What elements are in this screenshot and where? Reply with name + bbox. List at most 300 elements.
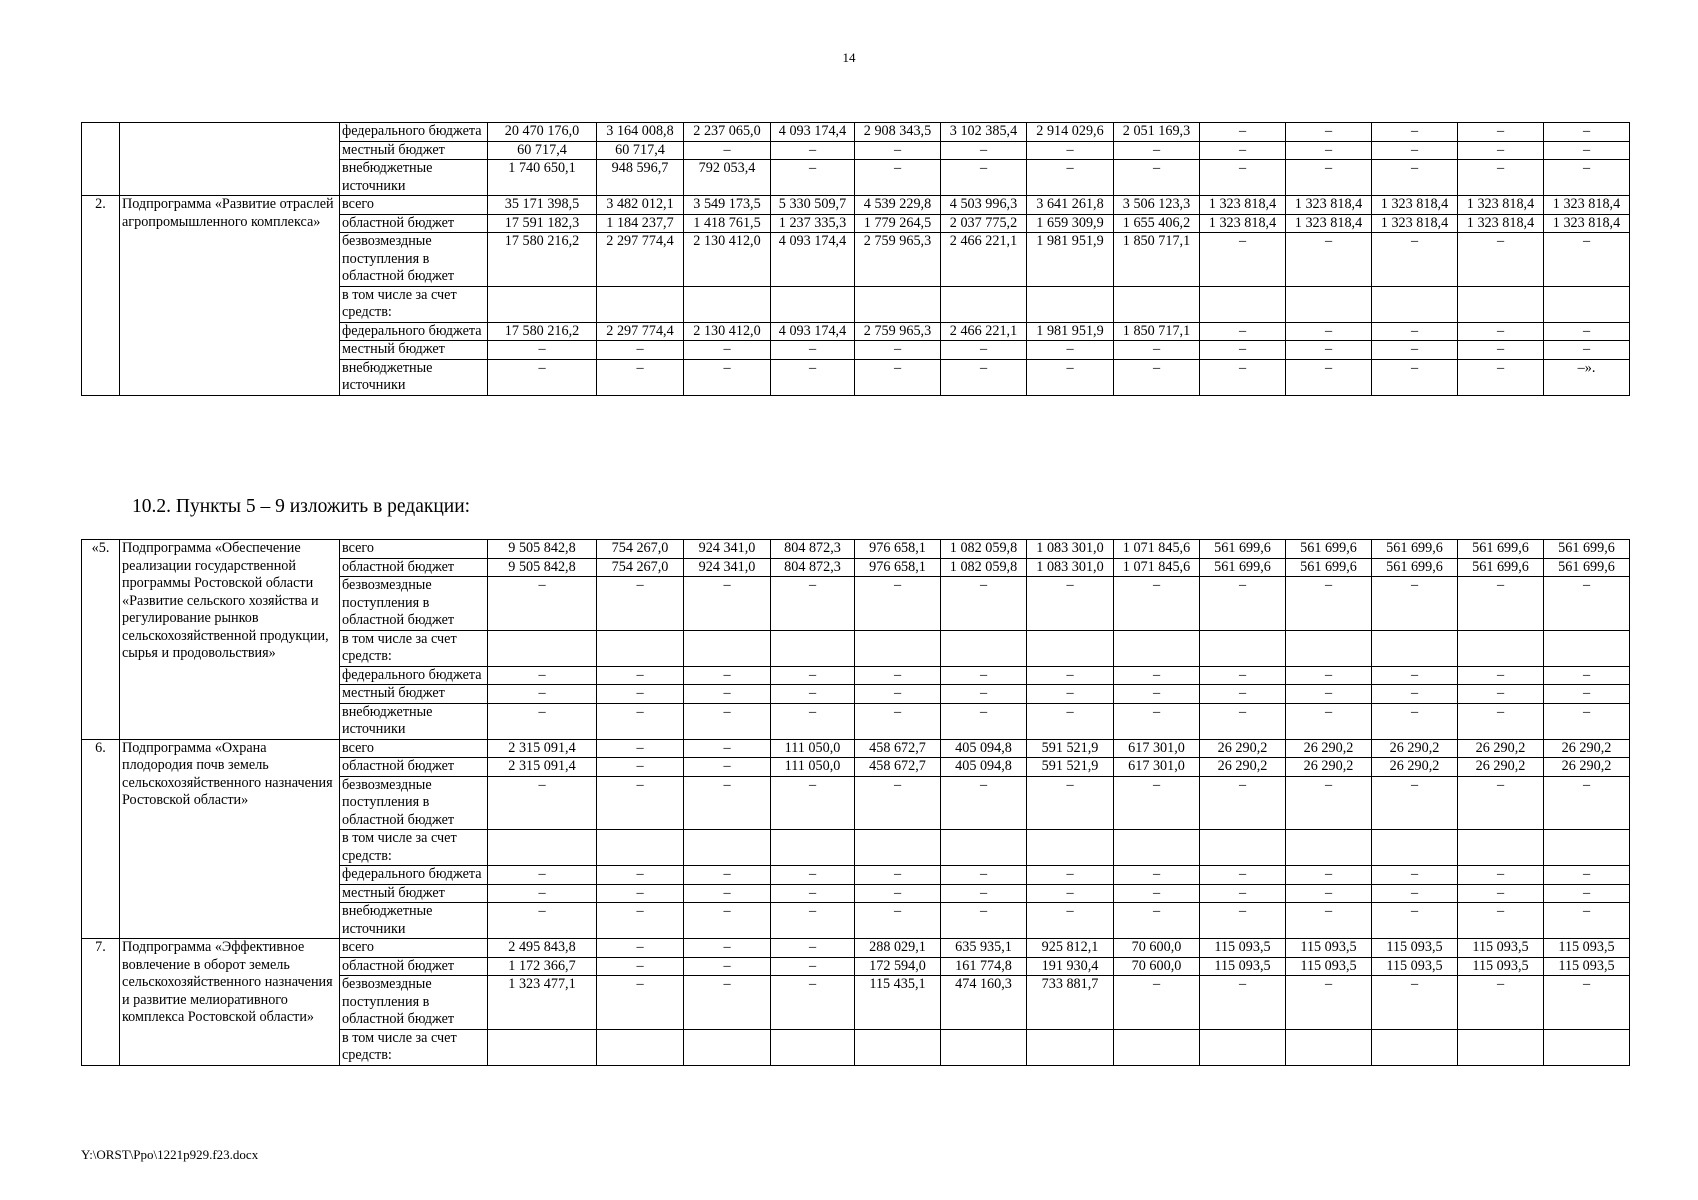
amount-cell: – — [1458, 577, 1544, 631]
funding-source-label: областной бюджет — [340, 758, 488, 777]
amount-cell: – — [1372, 903, 1458, 939]
amount-cell: – — [1286, 776, 1372, 830]
amount-cell: – — [1544, 341, 1630, 360]
funding-source-label: всего — [340, 196, 488, 215]
amount-cell: – — [855, 884, 941, 903]
amount-cell: – — [941, 666, 1027, 685]
amount-cell: 2 466 221,1 — [941, 322, 1027, 341]
amount-cell: – — [597, 957, 684, 976]
amount-cell: – — [1458, 884, 1544, 903]
amount-cell: 1 184 237,7 — [597, 214, 684, 233]
amount-cell: – — [1027, 666, 1114, 685]
amount-cell: 458 672,7 — [855, 739, 941, 758]
amount-cell: 2 037 775,2 — [941, 214, 1027, 233]
amount-cell: 4 503 996,3 — [941, 196, 1027, 215]
amount-cell: – — [684, 685, 771, 704]
amount-cell: – — [597, 685, 684, 704]
amount-cell — [1544, 830, 1630, 866]
amount-cell — [488, 286, 597, 322]
amount-cell — [1114, 286, 1200, 322]
amount-cell: – — [771, 903, 855, 939]
amount-cell: 4 539 229,8 — [855, 196, 941, 215]
amount-cell: – — [1027, 703, 1114, 739]
amount-cell: 60 717,4 — [597, 141, 684, 160]
amount-cell — [941, 630, 1027, 666]
amount-cell: – — [1114, 903, 1200, 939]
amount-cell: – — [1114, 776, 1200, 830]
amount-cell: – — [941, 685, 1027, 704]
amount-cell: – — [1200, 123, 1286, 142]
amount-cell: 1 323 818,4 — [1200, 214, 1286, 233]
amount-cell: 561 699,6 — [1544, 558, 1630, 577]
amount-cell: 115 093,5 — [1286, 957, 1372, 976]
amount-cell: – — [1114, 577, 1200, 631]
amount-cell — [1458, 1029, 1544, 1065]
amount-cell: – — [1027, 160, 1114, 196]
amount-cell: – — [1544, 884, 1630, 903]
amount-cell: – — [1027, 577, 1114, 631]
amount-cell: 17 580 216,2 — [488, 322, 597, 341]
amount-cell: – — [771, 976, 855, 1030]
amount-cell: – — [597, 359, 684, 395]
amount-cell: 591 521,9 — [1027, 739, 1114, 758]
amount-cell: 70 600,0 — [1114, 957, 1200, 976]
amount-cell: 561 699,6 — [1372, 558, 1458, 577]
amount-cell: – — [684, 359, 771, 395]
amount-cell: – — [941, 577, 1027, 631]
amount-cell — [855, 1029, 941, 1065]
amount-cell — [1114, 630, 1200, 666]
amount-cell: 9 505 842,8 — [488, 558, 597, 577]
amount-cell: 561 699,6 — [1458, 558, 1544, 577]
amount-cell: – — [941, 884, 1027, 903]
amount-cell: 1 323 818,4 — [1286, 196, 1372, 215]
amount-cell — [1372, 286, 1458, 322]
amount-cell: – — [1200, 703, 1286, 739]
amount-cell — [771, 286, 855, 322]
amount-cell: – — [855, 160, 941, 196]
amount-cell: – — [1372, 359, 1458, 395]
table-row — [82, 540, 1630, 559]
amount-cell: – — [1200, 666, 1286, 685]
amount-cell: 2 315 091,4 — [488, 739, 597, 758]
amount-cell: 1 323 818,4 — [1372, 214, 1458, 233]
amount-cell: – — [1200, 884, 1286, 903]
amount-cell — [1027, 1029, 1114, 1065]
amount-cell: – — [1200, 141, 1286, 160]
amount-cell: – — [597, 703, 684, 739]
amount-cell — [488, 630, 597, 666]
amount-cell: – — [1372, 776, 1458, 830]
amount-cell: – — [1286, 903, 1372, 939]
amount-cell: 115 093,5 — [1200, 939, 1286, 958]
amount-cell — [488, 830, 597, 866]
amount-cell: – — [1458, 776, 1544, 830]
item-number — [82, 123, 120, 196]
amount-cell: – — [771, 866, 855, 885]
page-number: 14 — [842, 50, 856, 65]
amount-cell: – — [1372, 160, 1458, 196]
funding-source-label: безвозмездные поступления в областной бюджет — [340, 776, 488, 830]
amount-cell: – — [1200, 160, 1286, 196]
amount-cell — [597, 1029, 684, 1065]
amount-cell: – — [1286, 233, 1372, 287]
amount-cell: – — [1458, 123, 1544, 142]
amount-cell: 1 659 309,9 — [1027, 214, 1114, 233]
amount-cell: 26 290,2 — [1544, 739, 1630, 758]
amount-cell: – — [488, 866, 597, 885]
amount-cell: – — [1027, 141, 1114, 160]
amount-cell: – — [941, 703, 1027, 739]
amount-cell: – — [488, 884, 597, 903]
amount-cell: – — [855, 776, 941, 830]
amount-cell: 3 102 385,4 — [941, 123, 1027, 142]
amount-cell: –». — [1544, 359, 1630, 395]
amount-cell: 591 521,9 — [1027, 758, 1114, 777]
amount-cell: – — [1372, 577, 1458, 631]
amount-cell: 1 655 406,2 — [1114, 214, 1200, 233]
amount-cell — [1286, 1029, 1372, 1065]
amount-cell: 2 051 169,3 — [1114, 123, 1200, 142]
amount-cell: 3 482 012,1 — [597, 196, 684, 215]
amount-cell: 617 301,0 — [1114, 758, 1200, 777]
amount-cell: 458 672,7 — [855, 758, 941, 777]
amount-cell: 561 699,6 — [1200, 558, 1286, 577]
amount-cell: 4 093 174,4 — [771, 322, 855, 341]
amount-cell: 1 323 477,1 — [488, 976, 597, 1030]
amount-cell: 1 082 059,8 — [941, 540, 1027, 559]
subprogram-name: Подпрограмма «Охрана плодородия почв земель сельскохозяйственного назначения Ростовской области» — [120, 739, 340, 939]
amount-cell: – — [597, 903, 684, 939]
amount-cell: – — [941, 141, 1027, 160]
amount-cell: – — [1200, 976, 1286, 1030]
amount-cell — [597, 286, 684, 322]
amount-cell: – — [771, 884, 855, 903]
amount-cell: 2 315 091,4 — [488, 758, 597, 777]
amount-cell: – — [855, 903, 941, 939]
amount-cell: 115 093,5 — [1286, 939, 1372, 958]
amount-cell: – — [597, 739, 684, 758]
table-row — [82, 739, 1630, 758]
amount-cell: – — [1458, 141, 1544, 160]
amount-cell: – — [1286, 577, 1372, 631]
amount-cell: 2 908 343,5 — [855, 123, 941, 142]
table-row — [82, 939, 1630, 958]
amount-cell: – — [855, 141, 941, 160]
amount-cell: 2 759 965,3 — [855, 233, 941, 287]
amount-cell: 754 267,0 — [597, 540, 684, 559]
funding-source-label: областной бюджет — [340, 214, 488, 233]
amount-cell — [684, 286, 771, 322]
amount-cell — [1114, 830, 1200, 866]
amount-cell: – — [771, 141, 855, 160]
amount-cell: – — [1372, 123, 1458, 142]
amount-cell: 561 699,6 — [1544, 540, 1630, 559]
item-number: 6. — [82, 739, 120, 939]
amount-cell: – — [1372, 866, 1458, 885]
amount-cell: 26 290,2 — [1544, 758, 1630, 777]
amount-cell — [1458, 630, 1544, 666]
amount-cell: – — [855, 577, 941, 631]
section-heading: 10.2. Пункты 5 – 9 изложить в редакции: — [132, 496, 471, 517]
amount-cell: – — [488, 359, 597, 395]
amount-cell: – — [1544, 141, 1630, 160]
amount-cell: 1 237 335,3 — [771, 214, 855, 233]
amount-cell: – — [1286, 341, 1372, 360]
amount-cell — [1544, 630, 1630, 666]
amount-cell: – — [1200, 577, 1286, 631]
amount-cell: 1 323 818,4 — [1458, 214, 1544, 233]
amount-cell — [1027, 830, 1114, 866]
amount-cell: 561 699,6 — [1286, 558, 1372, 577]
amount-cell: – — [488, 666, 597, 685]
subprogram-name: Подпрограмма «Эффективное вовлечение в оборот земель сельскохозяйственного назначения и развитие мелиоративного комплекса Ростовской области» — [120, 939, 340, 1066]
amount-cell: – — [684, 884, 771, 903]
amount-cell: – — [1458, 903, 1544, 939]
amount-cell: 2 297 774,4 — [597, 233, 684, 287]
funding-source-label: в том числе за счет средств: — [340, 630, 488, 666]
amount-cell: 1 071 845,6 — [1114, 558, 1200, 577]
amount-cell: – — [597, 976, 684, 1030]
amount-cell: 9 505 842,8 — [488, 540, 597, 559]
amount-cell: – — [1372, 685, 1458, 704]
amount-cell: 26 290,2 — [1200, 739, 1286, 758]
amount-cell: – — [684, 776, 771, 830]
amount-cell: – — [684, 141, 771, 160]
amount-cell: 561 699,6 — [1200, 540, 1286, 559]
amount-cell: – — [1458, 359, 1544, 395]
amount-cell: – — [1286, 666, 1372, 685]
amount-cell: – — [1286, 359, 1372, 395]
amount-cell: 26 290,2 — [1372, 739, 1458, 758]
amount-cell: 111 050,0 — [771, 739, 855, 758]
amount-cell: – — [1027, 685, 1114, 704]
amount-cell: – — [855, 703, 941, 739]
funding-source-label: всего — [340, 540, 488, 559]
financing-table-new-edition — [81, 539, 1630, 1066]
amount-cell: 1 083 301,0 — [1027, 540, 1114, 559]
amount-cell: – — [1372, 976, 1458, 1030]
amount-cell: – — [1458, 666, 1544, 685]
amount-cell — [1372, 830, 1458, 866]
amount-cell: 17 580 216,2 — [488, 233, 597, 287]
amount-cell: 1 418 761,5 — [684, 214, 771, 233]
amount-cell: 115 435,1 — [855, 976, 941, 1030]
amount-cell: 754 267,0 — [597, 558, 684, 577]
amount-cell: 405 094,8 — [941, 739, 1027, 758]
amount-cell: – — [1372, 884, 1458, 903]
amount-cell: 172 594,0 — [855, 957, 941, 976]
funding-source-label: внебюджетные источники — [340, 703, 488, 739]
amount-cell: – — [1458, 976, 1544, 1030]
amount-cell: 1 083 301,0 — [1027, 558, 1114, 577]
funding-source-label: федерального бюджета — [340, 123, 488, 142]
amount-cell: – — [1544, 577, 1630, 631]
amount-cell: – — [1372, 341, 1458, 360]
amount-cell: – — [1458, 685, 1544, 704]
amount-cell: – — [1372, 141, 1458, 160]
amount-cell: – — [1286, 160, 1372, 196]
amount-cell: 1 740 650,1 — [488, 160, 597, 196]
amount-cell: 2 130 412,0 — [684, 233, 771, 287]
amount-cell: – — [684, 939, 771, 958]
amount-cell: – — [684, 739, 771, 758]
amount-cell — [1372, 1029, 1458, 1065]
amount-cell: – — [1544, 685, 1630, 704]
amount-cell: – — [855, 685, 941, 704]
amount-cell: – — [1286, 884, 1372, 903]
amount-cell: – — [1286, 976, 1372, 1030]
amount-cell — [1286, 830, 1372, 866]
amount-cell: 5 330 509,7 — [771, 196, 855, 215]
amount-cell: – — [1458, 160, 1544, 196]
amount-cell: – — [1200, 866, 1286, 885]
amount-cell — [684, 630, 771, 666]
amount-cell: 1 850 717,1 — [1114, 233, 1200, 287]
amount-cell: 1 071 845,6 — [1114, 540, 1200, 559]
amount-cell: – — [1200, 903, 1286, 939]
subprogram-name: Подпрограмма «Обеспечение реализации государственной программы Ростовской области «Развитие сельского хозяйства и регулирование рынков сельскохозяйственной продукции, сырья и продовольствия» — [120, 540, 340, 740]
amount-cell: – — [1372, 322, 1458, 341]
amount-cell: 1 323 818,4 — [1544, 196, 1630, 215]
amount-cell: – — [771, 577, 855, 631]
amount-cell: – — [1027, 903, 1114, 939]
amount-cell: – — [597, 341, 684, 360]
amount-cell: 1 981 951,9 — [1027, 233, 1114, 287]
amount-cell: 561 699,6 — [1372, 540, 1458, 559]
amount-cell — [855, 830, 941, 866]
amount-cell: – — [941, 341, 1027, 360]
amount-cell — [1027, 630, 1114, 666]
amount-cell — [855, 630, 941, 666]
amount-cell: 976 658,1 — [855, 558, 941, 577]
amount-cell: – — [1114, 160, 1200, 196]
funding-source-label: местный бюджет — [340, 141, 488, 160]
amount-cell: – — [771, 957, 855, 976]
amount-cell — [1458, 830, 1544, 866]
amount-cell — [597, 830, 684, 866]
amount-cell: 733 881,7 — [1027, 976, 1114, 1030]
amount-cell: – — [597, 866, 684, 885]
amount-cell: 115 093,5 — [1544, 957, 1630, 976]
funding-source-label: областной бюджет — [340, 957, 488, 976]
amount-cell: – — [597, 776, 684, 830]
amount-cell: 792 053,4 — [684, 160, 771, 196]
funding-source-label: безвозмездные поступления в областной бюджет — [340, 577, 488, 631]
amount-cell: 2 297 774,4 — [597, 322, 684, 341]
amount-cell — [771, 630, 855, 666]
amount-cell: – — [941, 160, 1027, 196]
amount-cell: – — [1544, 976, 1630, 1030]
amount-cell — [1544, 286, 1630, 322]
amount-cell: – — [1544, 322, 1630, 341]
amount-cell: – — [1286, 685, 1372, 704]
amount-cell: – — [941, 903, 1027, 939]
amount-cell: – — [1544, 233, 1630, 287]
amount-cell: 26 290,2 — [1372, 758, 1458, 777]
amount-cell: – — [488, 685, 597, 704]
amount-cell: 635 935,1 — [941, 939, 1027, 958]
amount-cell: 1 779 264,5 — [855, 214, 941, 233]
amount-cell: 60 717,4 — [488, 141, 597, 160]
amount-cell: – — [1027, 341, 1114, 360]
amount-cell — [941, 1029, 1027, 1065]
amount-cell: – — [941, 359, 1027, 395]
funding-source-label: областной бюджет — [340, 558, 488, 577]
amount-cell: – — [1114, 666, 1200, 685]
amount-cell: – — [597, 939, 684, 958]
amount-cell: 115 093,5 — [1544, 939, 1630, 958]
amount-cell: 1 323 818,4 — [1544, 214, 1630, 233]
amount-cell: – — [1200, 685, 1286, 704]
table-row — [82, 123, 1630, 142]
amount-cell: – — [1544, 160, 1630, 196]
amount-cell: – — [1544, 703, 1630, 739]
amount-cell: 3 164 008,8 — [597, 123, 684, 142]
amount-cell: 26 290,2 — [1458, 758, 1544, 777]
amount-cell: – — [771, 359, 855, 395]
amount-cell — [1200, 286, 1286, 322]
amount-cell: – — [1114, 976, 1200, 1030]
amount-cell: – — [1114, 359, 1200, 395]
subprogram-name: Подпрограмма «Развитие отраслей агропромышленного комплекса» — [120, 196, 340, 396]
amount-cell: – — [684, 703, 771, 739]
amount-cell: – — [684, 957, 771, 976]
amount-cell: 2 914 029,6 — [1027, 123, 1114, 142]
amount-cell: 2 466 221,1 — [941, 233, 1027, 287]
amount-cell: – — [771, 341, 855, 360]
amount-cell: – — [684, 903, 771, 939]
amount-cell: – — [1027, 866, 1114, 885]
amount-cell: – — [1114, 884, 1200, 903]
amount-cell: 17 591 182,3 — [488, 214, 597, 233]
amount-cell: 115 093,5 — [1372, 939, 1458, 958]
amount-cell: – — [771, 160, 855, 196]
amount-cell: 26 290,2 — [1200, 758, 1286, 777]
amount-cell: 1 323 818,4 — [1372, 196, 1458, 215]
amount-cell — [771, 830, 855, 866]
amount-cell: – — [1544, 903, 1630, 939]
amount-cell — [684, 830, 771, 866]
amount-cell: 925 812,1 — [1027, 939, 1114, 958]
amount-cell: 115 093,5 — [1372, 957, 1458, 976]
funding-source-label: в том числе за счет средств: — [340, 830, 488, 866]
amount-cell: 948 596,7 — [597, 160, 684, 196]
amount-cell: 26 290,2 — [1458, 739, 1544, 758]
amount-cell: – — [1458, 703, 1544, 739]
funding-source-label: внебюджетные источники — [340, 160, 488, 196]
amount-cell: 70 600,0 — [1114, 939, 1200, 958]
funding-source-label: местный бюджет — [340, 341, 488, 360]
financing-table-continued — [81, 122, 1630, 396]
item-number: «5. — [82, 540, 120, 740]
amount-cell: 161 774,8 — [941, 957, 1027, 976]
amount-cell — [855, 286, 941, 322]
amount-cell: – — [1286, 322, 1372, 341]
amount-cell: 405 094,8 — [941, 758, 1027, 777]
amount-cell: – — [771, 776, 855, 830]
amount-cell: 1 323 818,4 — [1200, 196, 1286, 215]
amount-cell: 1 323 818,4 — [1286, 214, 1372, 233]
amount-cell: 804 872,3 — [771, 558, 855, 577]
amount-cell — [1027, 286, 1114, 322]
amount-cell: 617 301,0 — [1114, 739, 1200, 758]
amount-cell: 2 495 843,8 — [488, 939, 597, 958]
amount-cell: – — [771, 685, 855, 704]
amount-cell: – — [597, 666, 684, 685]
amount-cell: – — [597, 577, 684, 631]
amount-cell: 4 093 174,4 — [771, 233, 855, 287]
